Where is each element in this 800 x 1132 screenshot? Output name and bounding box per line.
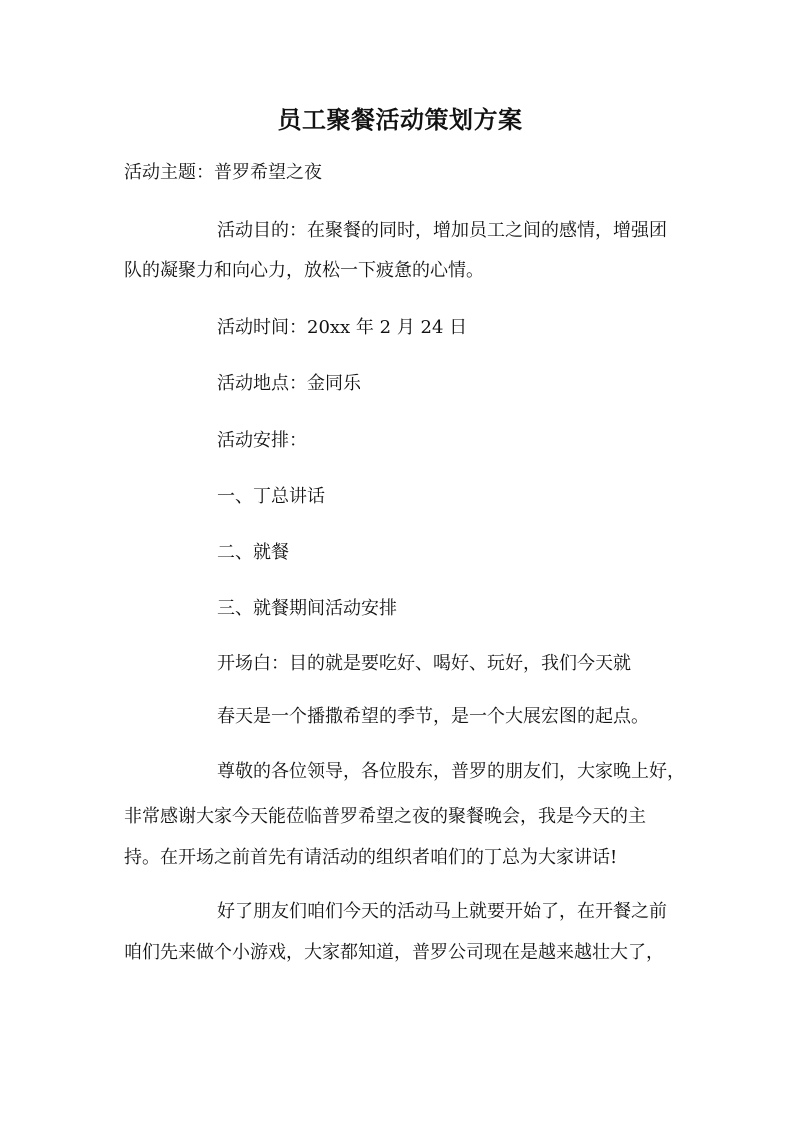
arrangement-item-3: 三、就餐期间活动安排 (217, 598, 397, 619)
arrangement-heading: 活动安排： (217, 430, 307, 451)
greeting-line-3: 持。在开场之前首先有请活动的组织者咱们的丁总为大家讲话! (124, 847, 618, 868)
game-line-1: 好了朋友们咱们今天的活动马上就要开始了，在开餐之前 (217, 901, 667, 922)
purpose-line-1: 活动目的：在聚餐的同时，增加员工之间的感情，增强团 (217, 220, 667, 241)
game-line-2: 咱们先来做个小游戏，大家都知道，普罗公司现在是越来越壮大了， (124, 942, 664, 963)
greeting-line-2: 非常感谢大家今天能莅临普罗希望之夜的聚餐晚会，我是今天的主 (124, 806, 646, 827)
spring-line: 春天是一个播撒希望的季节，是一个大展宏图的起点。 (217, 706, 649, 727)
theme-line: 活动主题：普罗希望之夜 (124, 162, 322, 183)
location-line: 活动地点：金同乐 (217, 373, 361, 394)
document-title: 员工聚餐活动策划方案 (277, 106, 523, 134)
arrangement-item-1: 一、丁总讲话 (217, 486, 325, 507)
purpose-line-2: 队的凝聚力和向心力，放松一下疲惫的心情。 (124, 260, 484, 281)
opening-line: 开场白：目的就是要吃好、喝好、玩好，我们今天就 (217, 653, 631, 674)
time-line: 活动时间：20xx 年 2 月 24 日 (217, 317, 468, 338)
greeting-line-1: 尊敬的各位领导，各位股东，普罗的朋友们，大家晚上好， (217, 761, 685, 782)
arrangement-item-2: 二、就餐 (217, 542, 289, 563)
